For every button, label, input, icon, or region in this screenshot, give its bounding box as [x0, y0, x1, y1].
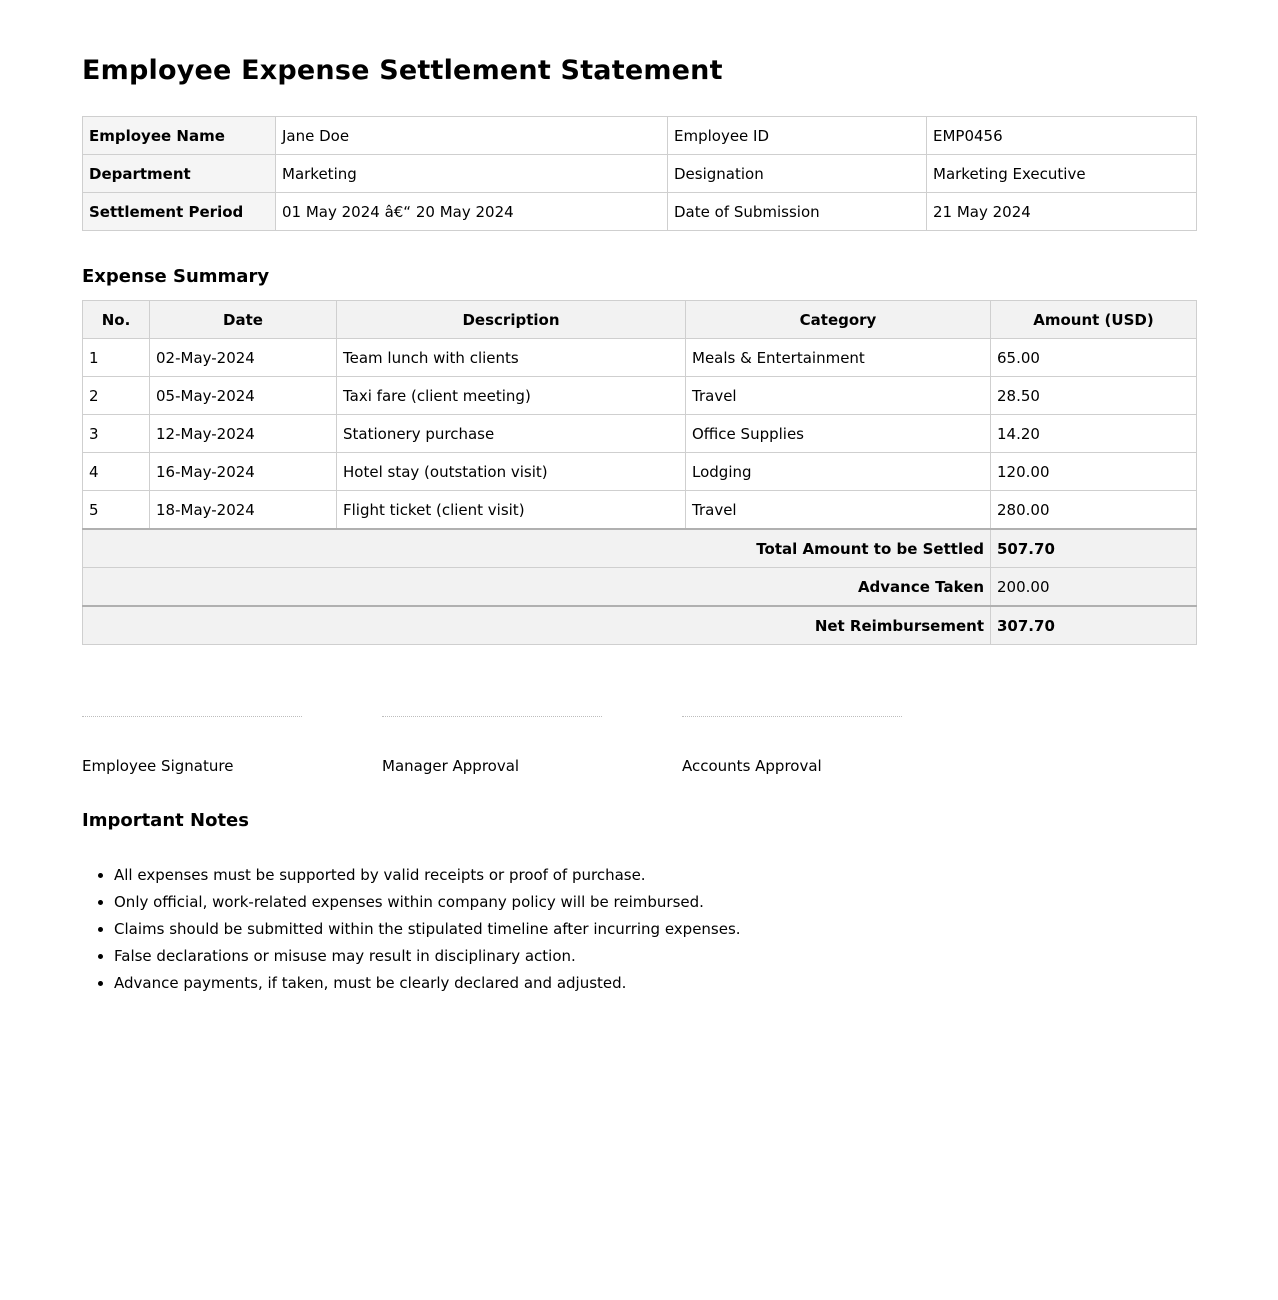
list-item: • Advance payments, if taken, must be clearly declared and adjusted.	[114, 970, 741, 997]
employee-id-value: EMP0456	[927, 117, 1197, 155]
employee-signature-line	[82, 716, 302, 717]
advance-value: 200.00	[991, 568, 1197, 607]
row-date: 16-May-2024	[150, 453, 337, 491]
info-row-period-submission	[83, 193, 1197, 231]
advance-label: Advance Taken	[83, 568, 991, 607]
signature-section	[82, 716, 1196, 786]
accounts-approval-label: Accounts Approval	[682, 757, 822, 775]
row-category: Office Supplies	[686, 415, 991, 453]
header-category: Category	[686, 301, 991, 339]
advance-row	[83, 568, 1197, 607]
total-row	[83, 529, 1197, 568]
table-row	[83, 377, 1197, 415]
row-date: 05-May-2024	[150, 377, 337, 415]
row-description: Stationery purchase	[337, 415, 686, 453]
department-value: Marketing	[276, 155, 668, 193]
expense-summary-title: Expense Summary	[82, 266, 270, 287]
designation-label: Designation	[668, 155, 927, 193]
net-reimbursement-value: 307.70	[991, 606, 1197, 645]
row-amount: 280.00	[991, 491, 1197, 530]
list-item: • Only official, work-related expenses within company policy will be reimbursed.	[114, 889, 741, 916]
table-row	[83, 339, 1197, 377]
important-notes-title: Important Notes	[82, 810, 249, 831]
expense-header-row	[83, 301, 1197, 339]
manager-approval-label: Manager Approval	[382, 757, 520, 775]
accounts-approval-line	[682, 716, 902, 717]
row-no: 2	[83, 377, 150, 415]
list-item: • Claims should be submitted within the stipulated timeline after incurring expenses.	[114, 916, 741, 943]
row-category: Meals & Entertainment	[686, 339, 991, 377]
manager-approval-line	[382, 716, 602, 717]
row-amount: 14.20	[991, 415, 1197, 453]
info-row-department-designation	[83, 155, 1197, 193]
header-date: Date	[150, 301, 337, 339]
employee-signature-block	[82, 716, 302, 775]
header-description: Description	[337, 301, 686, 339]
settlement-period-label: Settlement Period	[83, 193, 276, 231]
expense-summary-table	[82, 300, 1197, 645]
important-notes-list	[82, 862, 741, 997]
header-amount: Amount (USD)	[991, 301, 1197, 339]
info-row-name-id	[83, 117, 1197, 155]
row-no: 5	[83, 491, 150, 530]
submission-date-label: Date of Submission	[668, 193, 927, 231]
net-reimbursement-label: Net Reimbursement	[83, 606, 991, 645]
net-reimbursement-row	[83, 606, 1197, 645]
list-item: • False declarations or misuse may result in disciplinary action.	[114, 943, 741, 970]
row-date: 12-May-2024	[150, 415, 337, 453]
employee-name-value: Jane Doe	[276, 117, 668, 155]
designation-value: Marketing Executive	[927, 155, 1197, 193]
row-category: Travel	[686, 377, 991, 415]
table-row	[83, 491, 1197, 530]
row-description: Flight ticket (client visit)	[337, 491, 686, 530]
row-description: Hotel stay (outstation visit)	[337, 453, 686, 491]
row-amount: 28.50	[991, 377, 1197, 415]
accounts-approval-block	[682, 716, 902, 775]
employee-id-label: Employee ID	[668, 117, 927, 155]
row-date: 18-May-2024	[150, 491, 337, 530]
row-description: Taxi fare (client meeting)	[337, 377, 686, 415]
table-row	[83, 415, 1197, 453]
employee-name-label: Employee Name	[83, 117, 276, 155]
employee-info-table	[82, 116, 1197, 231]
manager-approval-block	[382, 716, 602, 775]
row-no: 4	[83, 453, 150, 491]
settlement-period-value: 01 May 2024 â€“ 20 May 2024	[276, 193, 668, 231]
row-amount: 120.00	[991, 453, 1197, 491]
list-item: • All expenses must be supported by valid receipts or proof of purchase.	[114, 862, 741, 889]
total-label: Total Amount to be Settled	[83, 529, 991, 568]
header-no: No.	[83, 301, 150, 339]
employee-signature-label: Employee Signature	[82, 757, 234, 775]
total-value: 507.70	[991, 529, 1197, 568]
row-date: 02-May-2024	[150, 339, 337, 377]
row-no: 1	[83, 339, 150, 377]
row-no: 3	[83, 415, 150, 453]
page-title: Employee Expense Settlement Statement	[82, 55, 723, 86]
row-category: Lodging	[686, 453, 991, 491]
table-row	[83, 453, 1197, 491]
row-amount: 65.00	[991, 339, 1197, 377]
row-category: Travel	[686, 491, 991, 530]
department-label: Department	[83, 155, 276, 193]
submission-date-value: 21 May 2024	[927, 193, 1197, 231]
row-description: Team lunch with clients	[337, 339, 686, 377]
